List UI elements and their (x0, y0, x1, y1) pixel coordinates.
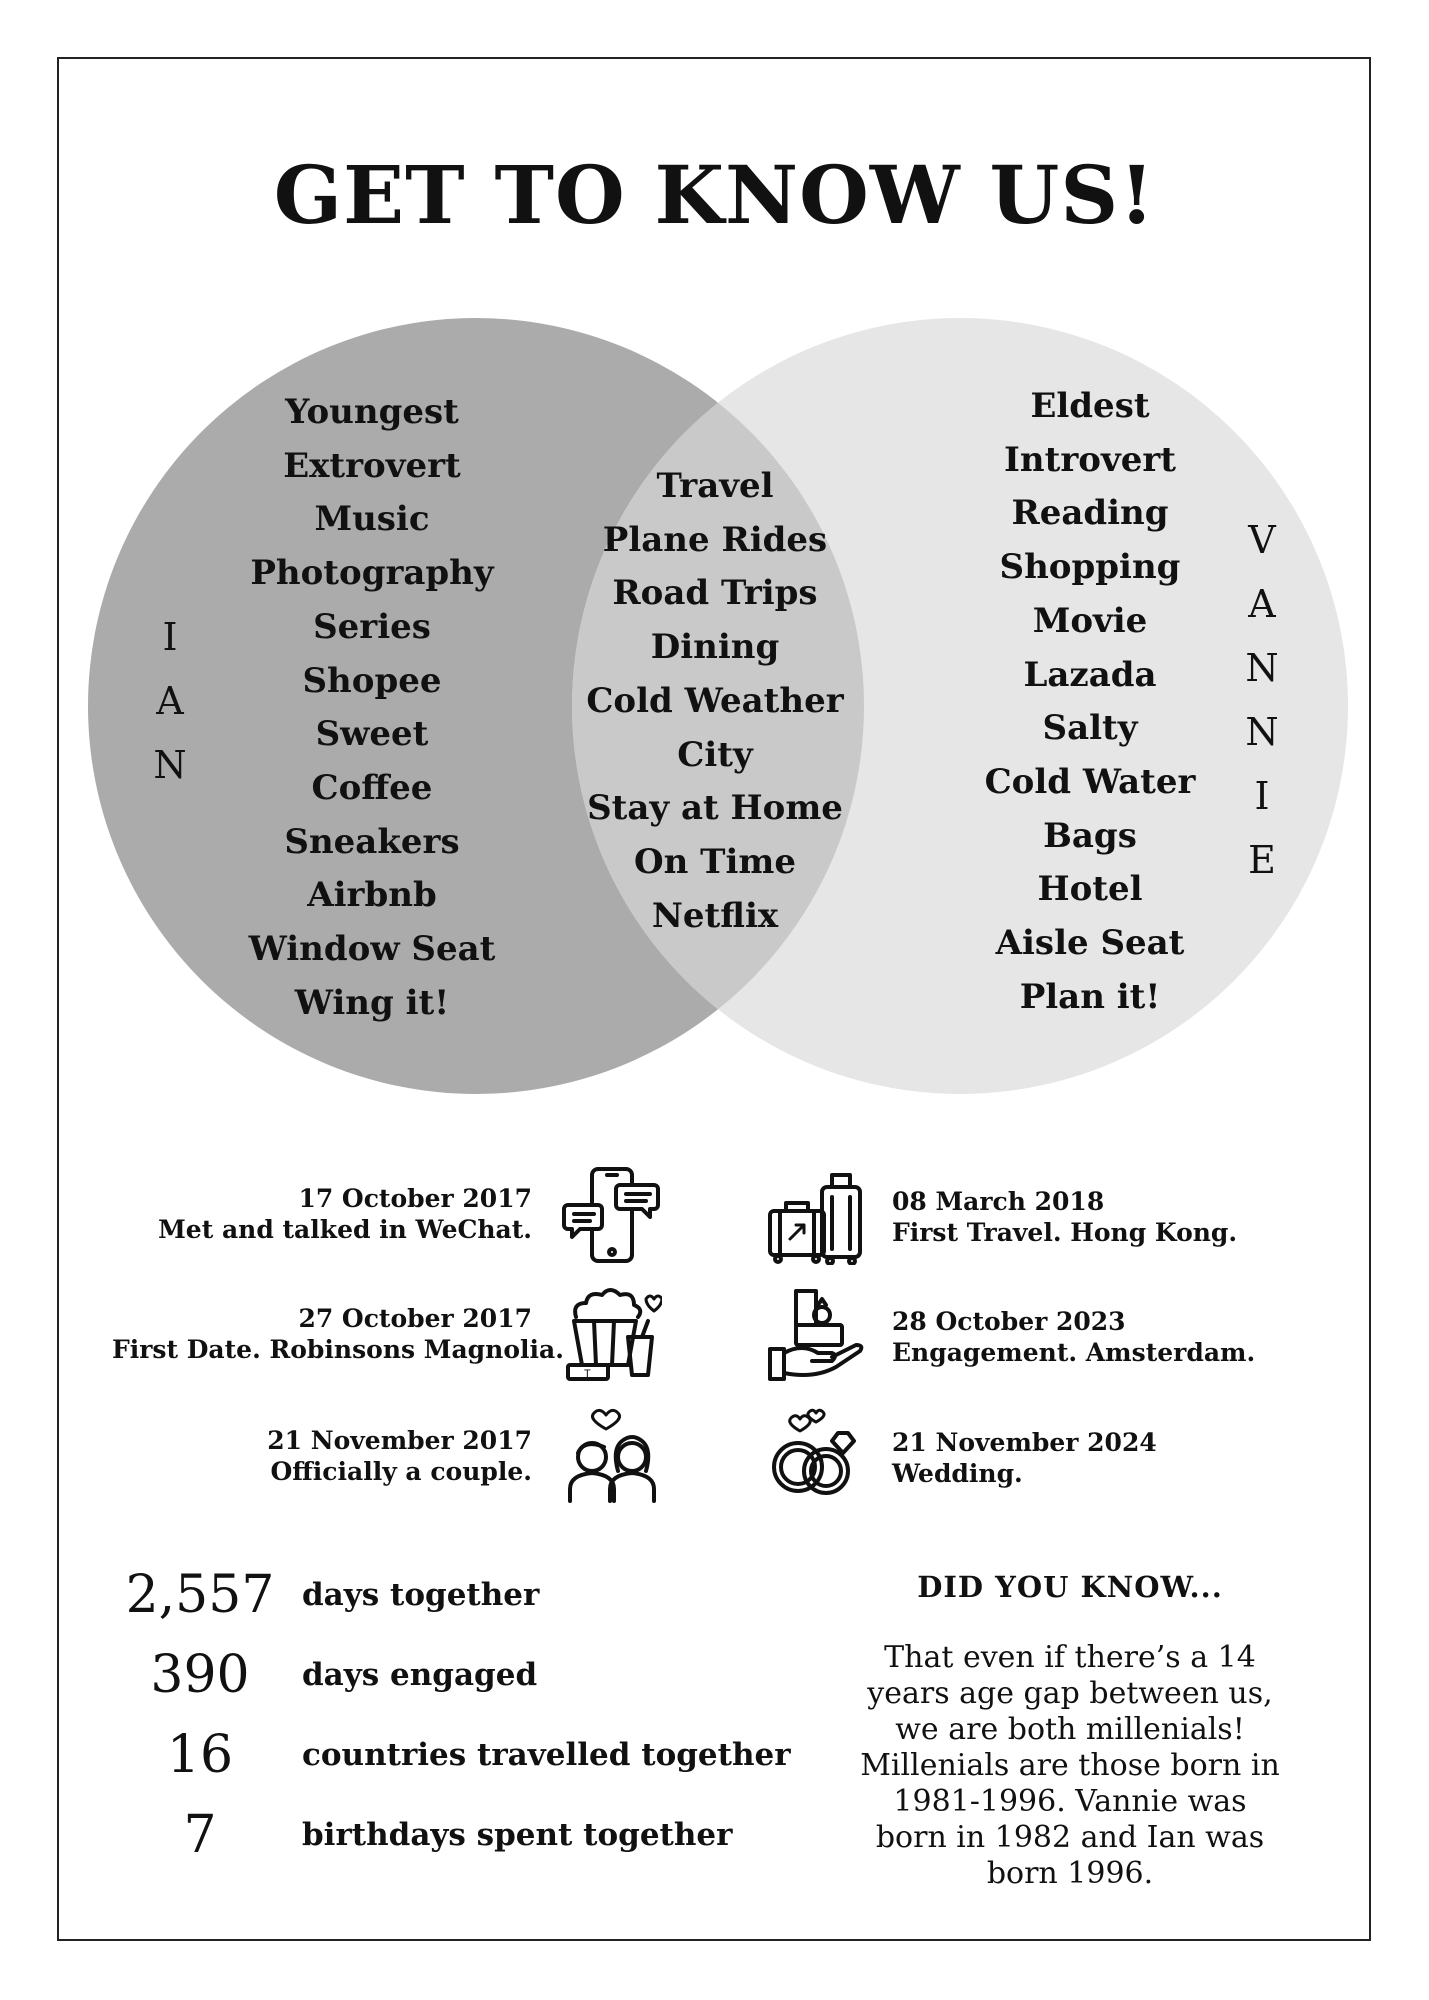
event-date: 17 October 2017 (298, 1184, 532, 1213)
did-you-know-text: That even if there’s a 14 years age gap between us, we are both millenials! Millenials are those born in 1981-1996. Vannie was born in 1982 and Ian was born 1996. (860, 1640, 1280, 1891)
vannie-name (1242, 508, 1282, 892)
name-letter: A (1248, 582, 1276, 626)
timeline-event (892, 1306, 1312, 1368)
ian-trait: Coffee (311, 767, 433, 808)
stat-number: 390 (150, 1645, 250, 1705)
ian-trait: Airbnb (307, 875, 437, 916)
ian-trait: Window Seat (248, 929, 496, 970)
couple-icon (562, 1405, 662, 1505)
event-description: First Travel. Hong Kong. (892, 1218, 1238, 1247)
stat-item (120, 1555, 740, 1635)
name-letter: N (1245, 710, 1279, 754)
stat-item (120, 1715, 791, 1795)
vannie-trait: Shopping (999, 547, 1181, 588)
event-date: 28 October 2023 (892, 1307, 1126, 1336)
ian-trait: Photography (250, 553, 494, 594)
shared-trait: Stay at Home (587, 788, 843, 829)
ian-trait: Sneakers (284, 821, 460, 862)
shared-trait: On Time (634, 841, 796, 882)
shared-traits-list (570, 460, 860, 943)
shared-trait: Travel (656, 466, 774, 506)
shared-trait: City (677, 734, 753, 775)
vannie-trait: Aisle Seat (995, 923, 1185, 964)
ian-name (150, 605, 190, 797)
ian-trait: Extrovert (283, 445, 461, 486)
ian-trait: Wing it! (294, 982, 450, 1023)
shared-trait: Cold Weather (586, 680, 844, 721)
name-letter: N (1245, 646, 1279, 690)
name-letter: E (1248, 838, 1276, 882)
name-letter: V (1248, 518, 1276, 562)
vannie-trait: Bags (1043, 815, 1137, 856)
name-letter: A (156, 679, 184, 723)
vannie-trait: Lazada (1023, 654, 1157, 695)
ian-trait: Series (313, 606, 431, 647)
stat-number: 2,557 (125, 1565, 275, 1625)
vannie-trait: Hotel (1037, 869, 1143, 910)
stat-label: birthdays spent together (302, 1817, 733, 1853)
event-description: Officially a couple. (270, 1457, 532, 1486)
timeline-event (112, 1183, 532, 1245)
event-date: 21 November 2017 (267, 1426, 532, 1455)
wedding-rings-icon (766, 1405, 866, 1505)
luggage-icon (766, 1165, 866, 1265)
event-date: 21 November 2024 (892, 1428, 1157, 1457)
shared-trait: Netflix (651, 895, 779, 936)
event-date: 08 March 2018 (892, 1187, 1105, 1216)
vannie-trait: Cold Water (984, 761, 1196, 802)
name-letter: I (162, 615, 178, 659)
ian-trait: Music (314, 499, 430, 540)
ring-box-hand-icon (766, 1285, 866, 1385)
ian-trait: Shopee (302, 660, 442, 701)
shared-trait: Dining (650, 627, 780, 668)
event-description: Wedding. (892, 1459, 1023, 1488)
event-description: Engagement. Amsterdam. (892, 1338, 1256, 1367)
phone-chat-icon (562, 1165, 662, 1265)
shared-trait: Road Trips (612, 573, 818, 614)
ian-trait: Sweet (315, 714, 429, 755)
stat-item (120, 1795, 740, 1875)
event-date: 27 October 2017 (298, 1304, 532, 1333)
stat-label: countries travelled together (302, 1737, 791, 1773)
stat-number: 16 (166, 1725, 234, 1785)
vannie-trait: Introvert (1004, 439, 1176, 480)
vannie-trait: Reading (1011, 493, 1169, 534)
event-description: First Date. Robinsons Magnolia. (112, 1335, 564, 1364)
ian-trait: Youngest (285, 392, 459, 432)
stat-label: days together (302, 1577, 540, 1613)
vannie-trait: Eldest (1030, 386, 1150, 426)
stat-label: days engaged (302, 1657, 538, 1693)
stat-number: 7 (183, 1805, 217, 1865)
vannie-traits-list (940, 380, 1240, 1024)
timeline-event (892, 1186, 1312, 1248)
name-letter: N (153, 743, 187, 787)
svg-text:T: T (584, 1368, 591, 1380)
ian-traits-list (212, 386, 532, 1030)
timeline-event (112, 1425, 532, 1487)
did-you-know-title: DID YOU KNOW... (917, 1570, 1223, 1604)
popcorn-movie-icon (562, 1285, 662, 1385)
vannie-trait: Salty (1042, 708, 1138, 749)
timeline-event (892, 1427, 1312, 1489)
timeline-event (112, 1303, 564, 1365)
event-description: Met and talked in WeChat. (158, 1215, 532, 1244)
stat-item (120, 1635, 740, 1715)
shared-trait: Plane Rides (602, 519, 828, 560)
page-title: GET TO KNOW US! (273, 148, 1156, 242)
vannie-trait: Movie (1032, 600, 1148, 641)
vannie-trait: Plan it! (1019, 976, 1161, 1017)
stats-list (120, 1555, 791, 1875)
name-letter: I (1254, 774, 1270, 818)
